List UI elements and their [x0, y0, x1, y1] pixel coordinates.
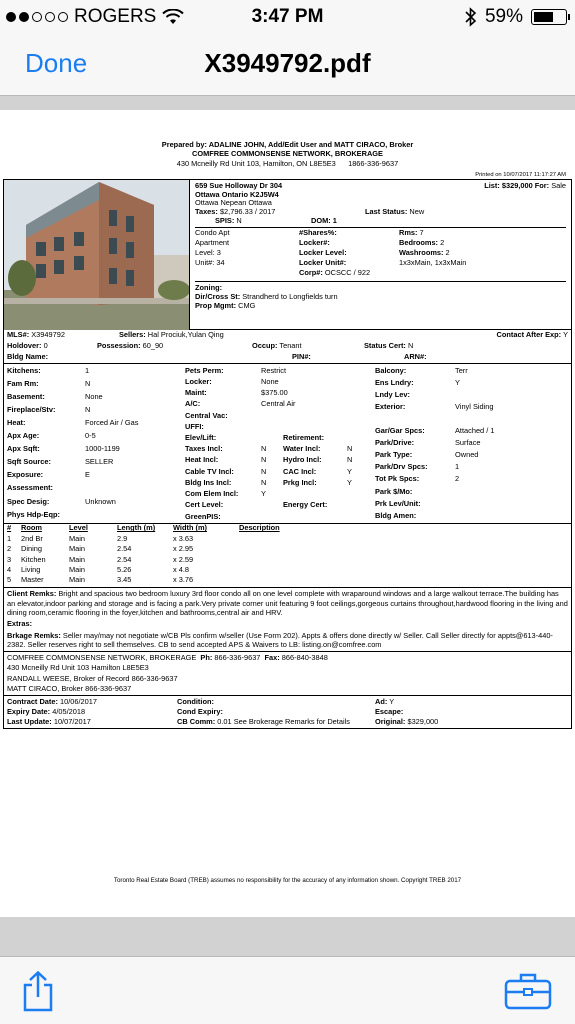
- contact-label: Contact After Exp:: [496, 329, 562, 339]
- locker-unit-label: Locker Unit#:: [299, 257, 347, 267]
- level-value: 3: [216, 247, 221, 257]
- list-label: List:: [484, 180, 500, 190]
- feature-row: [375, 511, 568, 522]
- table-cell: 4: [7, 565, 12, 575]
- table-cell: Main: [69, 575, 86, 585]
- brk-record: RANDALL WEESE, Broker of Record 866-336-9637: [7, 673, 178, 683]
- unit-label: Unit#:: [195, 257, 215, 267]
- feature-label: Park Type:: [375, 450, 413, 460]
- rooms-header: [5, 524, 317, 534]
- pin-label: PIN#:: [292, 351, 311, 361]
- table-cell: Main: [69, 554, 86, 564]
- feature-label: Heat Incl:: [185, 455, 219, 465]
- table-row: [5, 576, 317, 586]
- locker-level-label: Locker Level:: [299, 247, 347, 257]
- table-cell: 1: [7, 533, 12, 543]
- brk-matt: MATT CIRACO, Broker 866-336-9637: [7, 683, 132, 693]
- feature-row: [375, 499, 568, 510]
- pdf-page[interactable]: [0, 110, 575, 917]
- feature-row: [185, 444, 375, 455]
- feature-label: Exposure:: [7, 470, 44, 480]
- table-cell: 2.9: [117, 533, 128, 543]
- occup-label: Occup:: [252, 340, 278, 350]
- feature-value: Central Air: [261, 399, 296, 409]
- feature-value: N: [347, 455, 353, 465]
- feature-value: None: [261, 376, 279, 386]
- briefcase-icon[interactable]: [503, 971, 553, 1011]
- feature-row: [185, 388, 375, 399]
- spis-label: SPIS:: [215, 216, 235, 226]
- battery-percent: 59%: [484, 6, 523, 27]
- brokerage-phone: 1866-336-9637: [348, 158, 399, 168]
- listing-document: [3, 114, 572, 729]
- ad-label: Ad:: [375, 697, 388, 707]
- feature-row: [375, 462, 568, 473]
- status-right: [465, 6, 567, 28]
- unit-value: 34: [216, 257, 225, 267]
- feature-label: Park/Drv Spcs:: [375, 462, 428, 472]
- rms-value: 7: [419, 228, 424, 238]
- escape-label: Escape:: [375, 707, 404, 717]
- share-icon[interactable]: [21, 971, 55, 1013]
- table-cell: Kitchen: [21, 554, 46, 564]
- feature-value: Restrict: [261, 365, 287, 375]
- original-value: $329,000: [407, 717, 439, 727]
- feature-value: N: [85, 378, 91, 388]
- table-cell: 2nd Br: [21, 533, 43, 543]
- listing-box: [3, 179, 572, 729]
- feature-value: N: [261, 477, 267, 487]
- feature-value: E: [85, 470, 90, 480]
- washrooms-detail: 1x3xMain, 1x3xMain: [399, 257, 467, 267]
- feature-value: Vinyl Siding: [455, 401, 494, 411]
- mls-block: [4, 330, 571, 364]
- locker-num-label: Locker#:: [299, 237, 330, 247]
- feature-row: [375, 486, 568, 497]
- feature-row: [7, 366, 185, 377]
- feature-value: Y: [261, 489, 266, 499]
- unit-details: [195, 229, 566, 277]
- address-line3: Ottawa Nepean Ottawa: [195, 198, 272, 208]
- bottom-toolbar: [0, 956, 575, 1024]
- features-col-1: [7, 366, 185, 523]
- feature-value: Y: [347, 466, 352, 476]
- taxes-value: $2,796.33 / 2017: [219, 207, 276, 217]
- address-line1: 659 Sue Holloway Dr 304: [195, 180, 283, 190]
- feature-label: Fam Rm:: [7, 378, 39, 388]
- address-line2: Ottawa Ontario K2J5W4: [195, 189, 279, 199]
- extras-label: Extras:: [7, 618, 33, 628]
- possession-label: Possession:: [97, 340, 141, 350]
- feature-row: [7, 418, 185, 429]
- feature-label: Pets Perm:: [185, 365, 224, 375]
- corp-label: Corp#:: [299, 267, 323, 277]
- rooms-header-cell: Length (m): [117, 523, 156, 533]
- feature-row: [185, 411, 375, 422]
- table-cell: 5: [7, 575, 12, 585]
- washrooms-value: 2: [445, 247, 450, 257]
- table-cell: Dining: [21, 544, 42, 554]
- feature-label: Ens Lndry:: [375, 377, 414, 387]
- ph-label: Ph:: [200, 652, 213, 662]
- lastupd-value: 10/07/2017: [53, 717, 91, 727]
- feature-value: 1: [85, 365, 90, 375]
- feature-value: 0-5: [85, 431, 96, 441]
- statuscert-value: N: [407, 340, 414, 350]
- battery-icon: [531, 9, 567, 25]
- feature-label: Bldg Ins Incl:: [185, 477, 232, 487]
- feature-value: Surface: [455, 438, 481, 448]
- feature-label: Hydro Incl:: [283, 455, 322, 465]
- taxes-label: Taxes:: [195, 207, 218, 217]
- table-cell: x 3.76: [173, 575, 194, 585]
- expiry-label: Expiry Date:: [7, 707, 51, 717]
- feature-row: [7, 392, 185, 403]
- cbcomm-label: CB Comm:: [177, 717, 216, 727]
- brokerage-contact: [3, 159, 572, 168]
- feature-value: N: [261, 466, 267, 476]
- feature-row: [185, 366, 375, 377]
- possession-value: 60_90: [142, 340, 164, 350]
- feature-label: Energy Cert:: [283, 500, 328, 510]
- remarks-block: [4, 588, 571, 652]
- corp-value: OCSCC / 922: [324, 267, 371, 277]
- feature-value: Y: [455, 377, 460, 387]
- feature-label: UFFI:: [185, 421, 204, 431]
- feature-value: N: [261, 444, 267, 454]
- done-button[interactable]: Done: [25, 48, 88, 78]
- feature-row: [7, 379, 185, 390]
- feature-row: [185, 377, 375, 388]
- fax-label: Fax:: [264, 652, 280, 662]
- document-title: X3949792.pdf: [204, 48, 371, 78]
- table-cell: Main: [69, 533, 86, 543]
- feature-row: [7, 457, 185, 468]
- feature-value: Owned: [455, 450, 479, 460]
- client-remks: Bright and spacious two bedroom luxury 3rd floor condo all on one level complete with wraparound windows and a large walkout terrace.The building has an elevator,indoor parking and storage and is facing a park.Very private corner unit featuring 9 foot ceilings,gorgeous curtains throughout,hardwood flooring in the living and dining room,ceramic flooring in the foyer,kitchen and bathrooms,central air and HRV.: [7, 589, 568, 618]
- feature-row: [7, 497, 185, 508]
- mls-label: MLS#:: [7, 329, 30, 339]
- bluetooth-icon: [465, 7, 477, 27]
- rooms-header-cell: Room: [21, 523, 42, 533]
- original-label: Original:: [375, 717, 406, 727]
- feature-label: Locker:: [185, 376, 212, 386]
- carrier: ROGERS: [74, 6, 157, 27]
- feature-row: [375, 378, 568, 389]
- rooms-header-cell: Description: [239, 523, 280, 533]
- ph-value: 866-336-9637: [214, 652, 261, 662]
- dom-label: DOM:: [311, 216, 331, 226]
- ad-value: Y: [389, 697, 395, 707]
- features-block: [4, 364, 571, 524]
- feature-label: Balcony:: [375, 365, 407, 375]
- feature-row: [185, 399, 375, 410]
- fax-value: 866-840-3848: [281, 652, 328, 662]
- dom-value: 1: [332, 216, 337, 226]
- lastupd-label: Last Update:: [7, 717, 52, 727]
- feature-label: Water Incl:: [283, 444, 321, 454]
- feature-row: [375, 450, 568, 461]
- feature-row: [185, 478, 375, 489]
- table-cell: x 4.8: [173, 565, 190, 575]
- feature-value: Y: [347, 477, 352, 487]
- feature-value: None: [85, 391, 103, 401]
- sellers-value: Hal Prociuk,Yulan Qing: [147, 329, 224, 339]
- feature-value: $375.00: [261, 388, 288, 398]
- feature-label: Phys Hdp-Eqp:: [7, 509, 60, 519]
- table-cell: x 2.59: [173, 554, 194, 564]
- features-col-3: [375, 366, 568, 523]
- condition-label: Condition:: [177, 697, 214, 707]
- clock: 3:47 PM: [251, 6, 324, 27]
- property-info: [190, 180, 571, 329]
- spis-value: N: [236, 216, 242, 226]
- contact-value: Y: [563, 329, 568, 339]
- sellers-label: Sellers:: [119, 329, 146, 339]
- brk-name: COMFREE COMMONSENSE NETWORK, BROKERAGE: [7, 652, 197, 662]
- client-remks-label: Client Remks:: [7, 589, 57, 599]
- brokerage-block: [4, 652, 571, 696]
- expiry-value: 4/05/2018: [52, 707, 86, 717]
- level-label: Level:: [195, 247, 215, 257]
- brokerage-name: COMFREE COMMONSENSE NETWORK, BROKERAGE: [192, 149, 383, 159]
- feature-label: Park/Drive:: [375, 438, 415, 448]
- feature-label: Assessment:: [7, 483, 54, 493]
- feature-label: Prk Lev/Unit:: [375, 498, 421, 508]
- table-cell: 3.45: [117, 575, 132, 585]
- table-row: [5, 565, 317, 575]
- table-cell: 5.26: [117, 565, 132, 575]
- propmgmt-label: Prop Mgmt:: [195, 301, 237, 311]
- holdover-label: Holdover:: [7, 340, 42, 350]
- brokerage-address: 430 Mcneilly Rd Unit 103, Hamilton, ON L8E5E3: [176, 158, 336, 168]
- feature-label: A/C:: [185, 399, 201, 409]
- feature-label: Cable TV Incl:: [185, 466, 234, 476]
- feature-value: 1000-1199: [85, 444, 120, 454]
- table-cell: 3: [7, 554, 12, 564]
- table-row: [5, 555, 317, 565]
- feature-row: [185, 433, 375, 444]
- feature-row: [185, 500, 375, 511]
- feature-label: Gar/Gar Spcs:: [375, 426, 425, 436]
- feature-row: [375, 402, 568, 413]
- propmgmt-value: CMG: [238, 301, 256, 311]
- rooms-table: [4, 524, 571, 588]
- feature-label: Spec Desig:: [7, 496, 50, 506]
- property-photo: [4, 180, 190, 330]
- for-value: Sale: [551, 180, 566, 190]
- feature-value: N: [347, 444, 353, 454]
- feature-label: Apx Sqft:: [7, 444, 40, 454]
- prepared-by-block: [3, 140, 572, 168]
- arn-label: ARN#:: [404, 351, 427, 361]
- feature-row: [185, 489, 375, 500]
- feature-label: Elev/Lift:: [185, 433, 217, 443]
- feature-value: Terr: [455, 365, 468, 375]
- feature-label: Prkg Incl:: [283, 477, 317, 487]
- condexp-label: Cond Expiry:: [177, 707, 223, 717]
- feature-value: 2: [455, 474, 460, 484]
- bedrooms-value: 2: [440, 237, 445, 247]
- zoning-block: [195, 281, 566, 311]
- type-1: Condo Apt: [195, 228, 230, 238]
- treb-footer: Toronto Real Estate Board (TREB) assumes no responsibility for the accuracy of any information shown. Copyright TREB 2017: [113, 877, 462, 884]
- status-bar: [0, 0, 575, 34]
- table-cell: 2.54: [117, 554, 132, 564]
- feature-label: CAC Incl:: [283, 466, 317, 476]
- feature-row: [7, 483, 185, 494]
- table-row: [5, 544, 317, 554]
- feature-row: [185, 467, 375, 478]
- feature-label: Basement:: [7, 391, 45, 401]
- table-cell: x 3.63: [173, 533, 194, 543]
- table-cell: Master: [21, 575, 44, 585]
- feature-row: [7, 405, 185, 416]
- feature-label: Park $/Mo:: [375, 486, 413, 496]
- feature-label: Kitchens:: [7, 365, 41, 375]
- list-price: $329,000: [501, 180, 533, 190]
- dircross-value: Strandherd to Longfields turn: [242, 292, 338, 302]
- bedrooms-label: Bedrooms:: [399, 237, 439, 247]
- type-2: Apartment: [195, 237, 230, 247]
- feature-label: Lndy Lev:: [375, 389, 410, 399]
- feature-value: Attached / 1: [455, 426, 495, 436]
- dircross-label: Dir/Cross St:: [195, 292, 241, 302]
- table-row: [5, 534, 317, 544]
- feature-label: Exterior:: [375, 401, 406, 411]
- feature-row: [185, 422, 375, 433]
- feature-row: [375, 390, 568, 401]
- statuscert-label: Status Cert:: [364, 340, 406, 350]
- feature-row: [7, 444, 185, 455]
- feature-label: Tot Pk Spcs:: [375, 474, 420, 484]
- rms-label: Rms:: [399, 228, 418, 238]
- last-status-label: Last Status:: [365, 207, 408, 217]
- brkage-label: Brkage Remks:: [7, 630, 61, 640]
- rooms-header-cell: #: [7, 523, 12, 533]
- feature-row: [185, 511, 375, 522]
- shares-label: #Shares%:: [299, 228, 337, 238]
- table-cell: x 2.95: [173, 544, 194, 554]
- last-status-value: New: [409, 207, 425, 217]
- feature-row: [185, 455, 375, 466]
- feature-row: [375, 366, 568, 377]
- feature-label: Bldg Amen:: [375, 510, 417, 520]
- feature-label: Sqft Source:: [7, 457, 51, 467]
- feature-value: 1: [455, 462, 460, 472]
- nav-bar: [0, 34, 575, 96]
- feature-label: Fireplace/Stv:: [7, 405, 56, 414]
- feature-label: Apx Age:: [7, 431, 40, 441]
- feature-label: Central Vac:: [185, 410, 228, 420]
- rooms-header-cell: Width (m): [173, 523, 208, 533]
- feature-row: [375, 438, 568, 449]
- cbcomm-value: 0.01 See Brokerage Remarks for Details: [217, 717, 350, 727]
- feature-row: [375, 414, 568, 425]
- feature-value: Forced Air / Gas: [85, 418, 139, 428]
- brkage-remks: Seller may/may not negotiate w/CB Pls confirm w/seller (Use Form 202). Appts & offers done directly w/ Seller. Call Seller directly for appts@613-440-2382. Seller reserves right to sell themselves. CB to send accepted APS & Waivers to LB: listing.on@comfree.com: [7, 630, 553, 650]
- washrooms-label: Washrooms:: [399, 247, 444, 257]
- feature-value: N: [85, 405, 91, 414]
- contract-label: Contract Date:: [7, 697, 58, 707]
- feature-row: [375, 426, 568, 437]
- features-col-2: [185, 366, 375, 523]
- holdover-value: 0: [43, 340, 48, 350]
- feature-label: Taxes Incl:: [185, 444, 223, 454]
- rooms-header-cell: Level: [69, 523, 88, 533]
- feature-label: GreenPIS:: [185, 511, 221, 521]
- feature-row: [7, 431, 185, 442]
- feature-label: Cert Level:: [185, 500, 224, 510]
- contract-value: 10/06/2017: [59, 697, 97, 707]
- mls-value: X3949792: [31, 329, 65, 339]
- feature-value: N: [261, 455, 267, 465]
- zoning-label: Zoning:: [195, 283, 223, 293]
- table-cell: Main: [69, 544, 86, 554]
- feature-value: Unknown: [85, 496, 116, 506]
- occup-value: Tenant: [279, 340, 302, 350]
- feature-label: Heat:: [7, 418, 26, 428]
- brk-addr: 430 Mcneilly Rd Unit 103 Hamilton L8E5E3: [7, 663, 149, 673]
- feature-row: [375, 474, 568, 485]
- table-cell: 2: [7, 544, 12, 554]
- prepared-by: Prepared by: ADALINE JOHN, Add/Edit User and MATT CIRACO, Broker: [161, 140, 414, 149]
- table-cell: Living: [21, 565, 41, 575]
- dates-block: [4, 696, 571, 728]
- feature-label: Com Elem Incl:: [185, 489, 239, 499]
- feature-value: SELLER: [85, 457, 114, 467]
- feature-label: Retirement:: [283, 433, 325, 443]
- feature-label: Maint:: [185, 388, 207, 398]
- table-cell: 2.54: [117, 544, 132, 554]
- feature-row: [7, 510, 185, 521]
- table-cell: Main: [69, 565, 86, 575]
- for-label: For:: [534, 180, 550, 190]
- printed-on: Printed on 10/07/2017 11:17:27 AM: [475, 171, 566, 178]
- feature-row: [7, 470, 185, 481]
- bldgname-label: Bldg Name:: [7, 351, 49, 361]
